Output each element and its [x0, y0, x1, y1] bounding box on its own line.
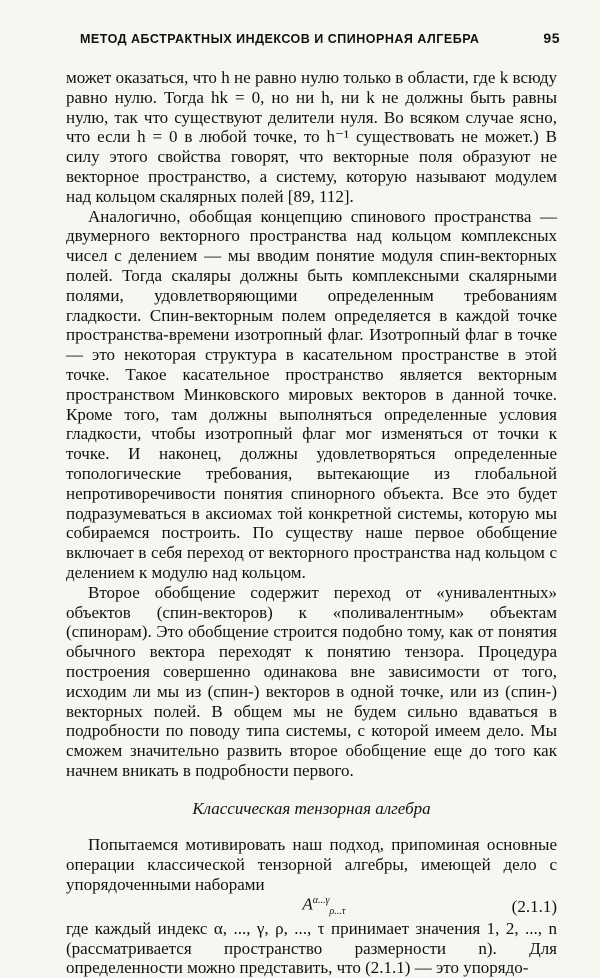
- running-title: МЕТОД АБСТРАКТНЫХ ИНДЕКСОВ И СПИНОРНАЯ АЛГЕБРА: [80, 32, 480, 46]
- paragraph-1: может оказаться, что h не равно нулю только в области, где k всюду равно нулю. Тогда hk = 0, но ни h, ни k не должны быть равны нулю, так что существуют делители нуля. Во всяком случае ясно, что если h = 0 в любой точке, то h⁻¹ существовать не может.) В силу этого свойства говорят, что векторные поля образуют не векторное пространство, а систему, которую называют модулем над кольцом скалярных полей [89, 112].: [66, 68, 557, 206]
- section-title: Классическая тензорная алгебра: [192, 798, 431, 818]
- paragraph-2: Аналогично, обобщая концепцию спинового пространства — двумерного векторного пространства над кольцом комплексных чисел с делением — мы вводим понятие модуля спин-векторных полей. Тогда скаляры должны быть комплексными скалярными полями, удовлетворяющими определенным требованиям гладкости. Спин-векторным полем определяется в каждой точке пространства-времени изотропный флаг. Изотропный флаг в точке — это некоторая структура в касательном пространстве в этой точке. Такое касательное пространство является векторным пространством Минковского мировых векторов в данной точке. Кроме того, там должны выполняться определенные условия гладкости, чтобы изотропный флаг мог изменяться от точки к точке. И наконец, должны удовлетворяться определенные топологические требования, вытекающие из глобальной непротиворечивости понятия спинорного объекта. Все это будет подразумеваться в аксиомах той конкретной системы, которую мы собираемся построить. По существу наше первое обобщение включает в себя переход от векторного пространства над кольцом с делением к модулю над кольцом.: [66, 206, 557, 582]
- running-header: [80, 30, 560, 46]
- tensor-lower-indices: ρ...τ: [329, 906, 346, 918]
- paragraph-3: Второе обобщение содержит переход от «унивалентных» объектов (спин-векторов) к «поливалентным» объектам (спинорам). Это обобщение строится подобно тому, как от понятия обычного вектора переходят к понятию тензора. Процедура построения совершенно одинакова вне зависимости от того, исходим ли мы из (спин-) векторов в одной точке, или из (спин-) векторных полей. В общем мы не будем сильно вдаваться в подробности по поводу типа системы, с которой имеем дело. Мы сможем значительно развить второе обобщение еще до того как начнем вникать в подробности первого.: [66, 582, 557, 780]
- paragraph-5: где каждый индекс α, ..., γ, ρ, ..., τ принимает значения 1, 2, ..., n (рассматривается пространство размерности n). Для определенности можно представить, что (2.1.1) — это упорядо-: [66, 918, 557, 978]
- paragraph-4: Попытаемся мотивировать наш подход, припоминая основные операции классической тензорной алгебры, имеющей дело с упорядоченными наборами: [66, 835, 557, 895]
- tensor-upper-indices: α...γ: [312, 895, 330, 907]
- equation-number: (2.1.1): [511, 896, 557, 916]
- tensor-symbol: [66, 891, 512, 922]
- tensor-base: A: [302, 895, 313, 915]
- page-number: 95: [543, 30, 560, 46]
- equation-2-1-1: [66, 895, 557, 919]
- page-body: [66, 68, 557, 978]
